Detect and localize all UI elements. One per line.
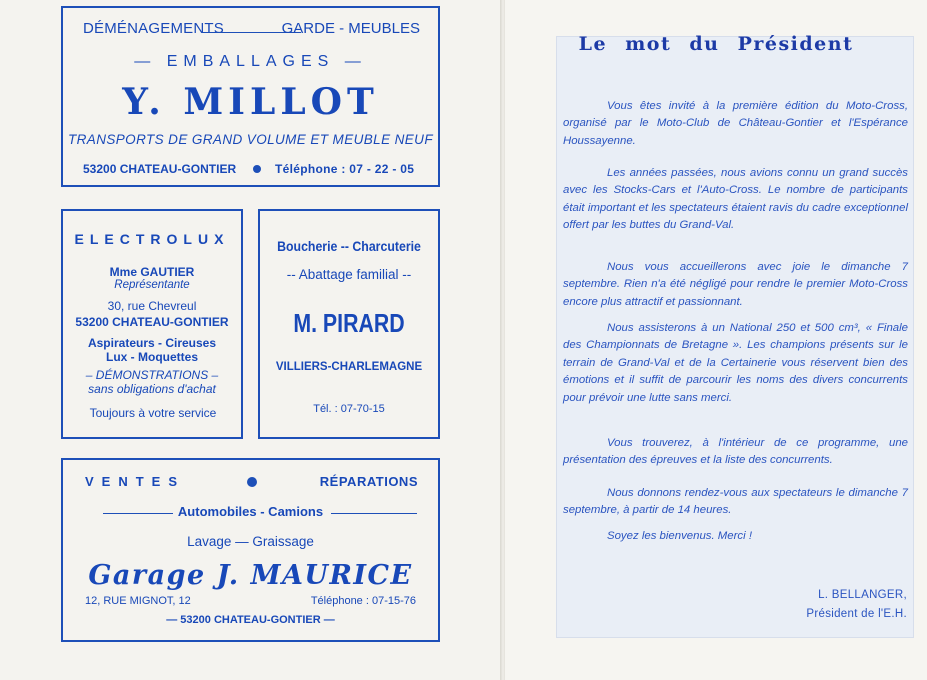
maurice-address: 12, RUE MIGNOT, 12: [85, 595, 191, 607]
ad-maurice: [61, 458, 440, 642]
maurice-name: Garage J. MAURICE: [88, 560, 413, 591]
paragraph: Soyez les bienvenus. Merci !: [607, 530, 752, 542]
maurice-ventes: VENTES: [85, 474, 186, 489]
signature-name: L. BELLANGER,: [818, 589, 907, 601]
electrolux-products-1: Aspirateurs - Cireuses: [87, 336, 217, 350]
pirard-village: VILLIERS-CHARLEMAGNE: [275, 361, 423, 373]
paragraph: Vous trouverez, à l'intérieur de ce programme, une présentation des épreuves et la liste des concurrents.: [563, 437, 908, 467]
electrolux-brand: ELECTROLUX: [74, 231, 230, 247]
ad-electrolux: [61, 209, 243, 439]
electrolux-address: 30, rue Chevreul: [107, 299, 197, 313]
electrolux-city: 53200 CHATEAU-GONTIER: [75, 315, 229, 329]
millot-line1-right: GARDE - MEUBLES: [281, 20, 420, 37]
pirard-trade: Boucherie -- Charcuterie: [277, 238, 421, 254]
bullet-dot-icon: [253, 165, 261, 173]
bullet-dot-icon: [247, 477, 257, 487]
pirard-abattage: -- Abattage familial --: [286, 267, 412, 282]
maurice-services: Lavage — Graissage: [187, 534, 314, 549]
millot-tagline: TRANSPORTS DE GRAND VOLUME ET MEUBLE NEUF: [68, 132, 433, 147]
paragraph: Nous assisterons à un National 250 et 500 cm³, « Finale des Championnats de Bretagne ». Les champions présents sur le terrain de Grand-Val et de la Certainerie vous réservent bien des émotions et il suffit de parcourir les noms des divers concurrents pour prévoir une lutte sans merci.: [563, 322, 908, 404]
ad-pirard: [258, 209, 440, 439]
maurice-vehicles: Automobiles - Camions: [177, 504, 324, 519]
maurice-rule-right: [331, 513, 417, 514]
maurice-reparations: RÉPARATIONS: [319, 474, 418, 489]
page-title: Le mot du Président: [578, 33, 854, 55]
electrolux-demo-1: – DÉMONSTRATIONS –: [85, 368, 219, 382]
millot-phone: Téléphone : 07 - 22 - 05: [275, 162, 415, 176]
millot-line1-left: DÉMÉNAGEMENTS: [83, 20, 224, 37]
paragraph: Les années passées, nous avions connu un grand succès avec les Stocks-Cars et l'Auto-Cross. Le nombre de participants était important et les spectateurs étaient ravis du cadre exceptionnel offert par les buttes du Grand-Val.: [563, 167, 908, 232]
maurice-phone: Téléphone : 07-15-76: [310, 595, 416, 607]
millot-city: 53200 CHATEAU-GONTIER: [83, 162, 237, 176]
electrolux-service: Toujours à votre service: [89, 406, 217, 420]
pirard-name: M. PIRARD: [293, 308, 405, 338]
millot-name: Y. MILLOT: [122, 81, 379, 123]
pirard-phone: Tél. : 07-70-15: [313, 403, 385, 415]
paragraph: Nous vous accueillerons avec joie le dimanche 7 septembre. Rien n'a été négligé pour rendre le premier Moto-Cross encore plus attractif et passionnant.: [563, 261, 908, 308]
electrolux-demo-2: sans obligations d'achat: [88, 382, 216, 396]
millot-emballages: — EMBALLAGES —: [134, 53, 367, 70]
paragraph: Nous donnons rendez-vous aux spectateurs le dimanche 7 septembre, à partir de 14 heures.: [563, 487, 908, 517]
maurice-city: — 53200 CHATEAU-GONTIER —: [166, 614, 335, 626]
paragraph: Vous êtes invité à la première édition du Moto-Cross, organisé par le Moto-Club de Château-Gontier et l'Espérance Houssayenne.: [563, 100, 908, 147]
ad-millot: [61, 6, 440, 187]
electrolux-contact: Mme GAUTIER: [109, 265, 195, 279]
signature-title: Président de l'E.H.: [806, 608, 907, 620]
electrolux-products-2: Lux - Moquettes: [106, 350, 198, 364]
electrolux-role: Représentante: [114, 279, 190, 291]
